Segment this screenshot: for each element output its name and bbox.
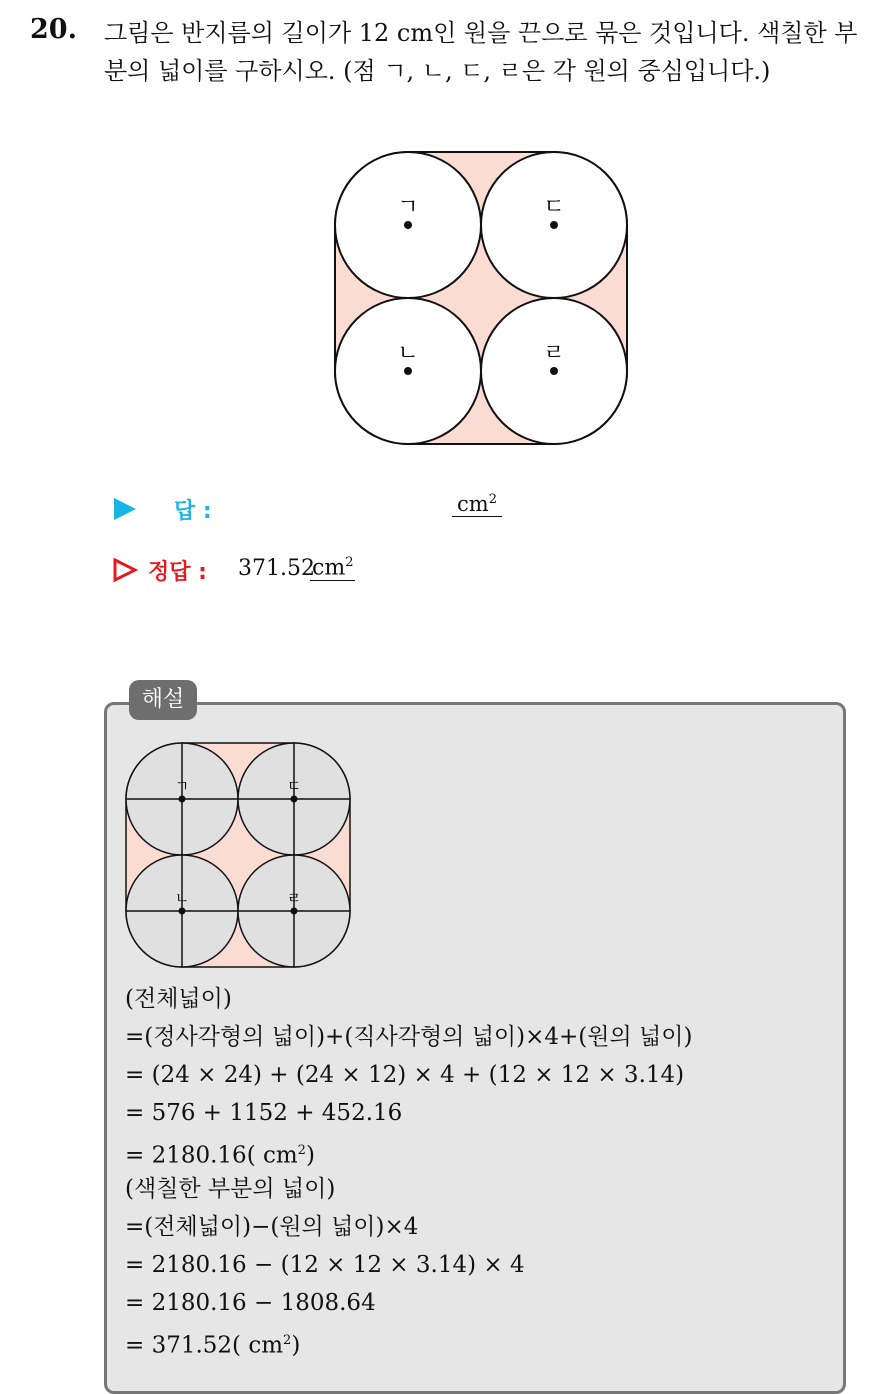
answer-triangle-icon <box>112 496 138 522</box>
correct-value: 371.52 <box>238 556 315 581</box>
solution-tab: 해설 <box>129 680 197 720</box>
correct-label: 정답 : <box>148 560 207 585</box>
question-number: 20. <box>30 14 77 45</box>
answer-blank[interactable] <box>452 492 502 517</box>
correct-unit: cm <box>312 555 346 581</box>
answer-unit-exp: 2 <box>488 492 497 507</box>
calc-line: =(정사각형의 넓이)+(직사각형의 넓이)×4+(원의 넓이) <box>125 1024 693 1050</box>
calc-line: (색칠한 부분의 넓이) <box>125 1176 336 1202</box>
solution-figure <box>124 741 354 971</box>
question-text: 그림은 반지름의 길이가 12 cm인 원을 끈으로 묶은 것입니다. 색칠한 부분의 넓이를 구하시오. (점 ㄱ, ㄴ, ㄷ, ㄹ은 각 원의 중심입니다.) <box>104 19 858 85</box>
calc-line: = 2180.16 − (12 × 12 × 3.14) × 4 <box>125 1252 525 1278</box>
calc-line: =(전체넓이)−(원의 넓이)×4 <box>125 1214 419 1240</box>
solution-calculation <box>125 980 825 1360</box>
solution-label-nieun: ㄴ <box>174 889 190 907</box>
center-dot <box>550 367 558 375</box>
answer-label: 답 : <box>174 499 212 524</box>
calc-line: (전체넓이) <box>125 986 232 1012</box>
calc-line: = 576 + 1152 + 452.16 <box>125 1100 403 1126</box>
correct-unit-exp: 2 <box>345 555 354 570</box>
answer-unit: cm <box>457 492 489 516</box>
solution-center-dot <box>179 908 186 915</box>
solution-center-dot <box>291 908 298 915</box>
solution-label-rieul: ㄹ <box>286 889 302 907</box>
correct-triangle-icon <box>112 557 138 583</box>
calc-line: = 2180.16( $cm^2$) <box>125 1142 315 1169</box>
label-nieun: ㄴ <box>397 341 419 366</box>
solution-center-dot <box>179 796 186 803</box>
label-rieul: ㄹ <box>543 341 565 366</box>
calc-line: = (24 × 24) + (24 × 12) × 4 + (12 × 12 × 3.14) <box>125 1062 685 1088</box>
solution-center-dot <box>291 796 298 803</box>
main-figure <box>333 150 633 450</box>
solution-label-giyeok: ㄱ <box>174 777 190 795</box>
solution-label-digeut: ㄷ <box>286 777 302 795</box>
calc-line: = 371.52( $cm^2$) <box>125 1332 301 1359</box>
calc-line: = 2180.16 − 1808.64 <box>125 1290 376 1316</box>
correct-unit-box <box>310 555 355 581</box>
center-dot <box>404 367 412 375</box>
center-dot <box>404 221 412 229</box>
correct-answer-row <box>112 553 712 589</box>
label-digeut: ㄷ <box>543 195 565 220</box>
answer-row <box>112 492 712 528</box>
label-giyeok: ㄱ <box>397 195 419 220</box>
center-dot <box>550 221 558 229</box>
